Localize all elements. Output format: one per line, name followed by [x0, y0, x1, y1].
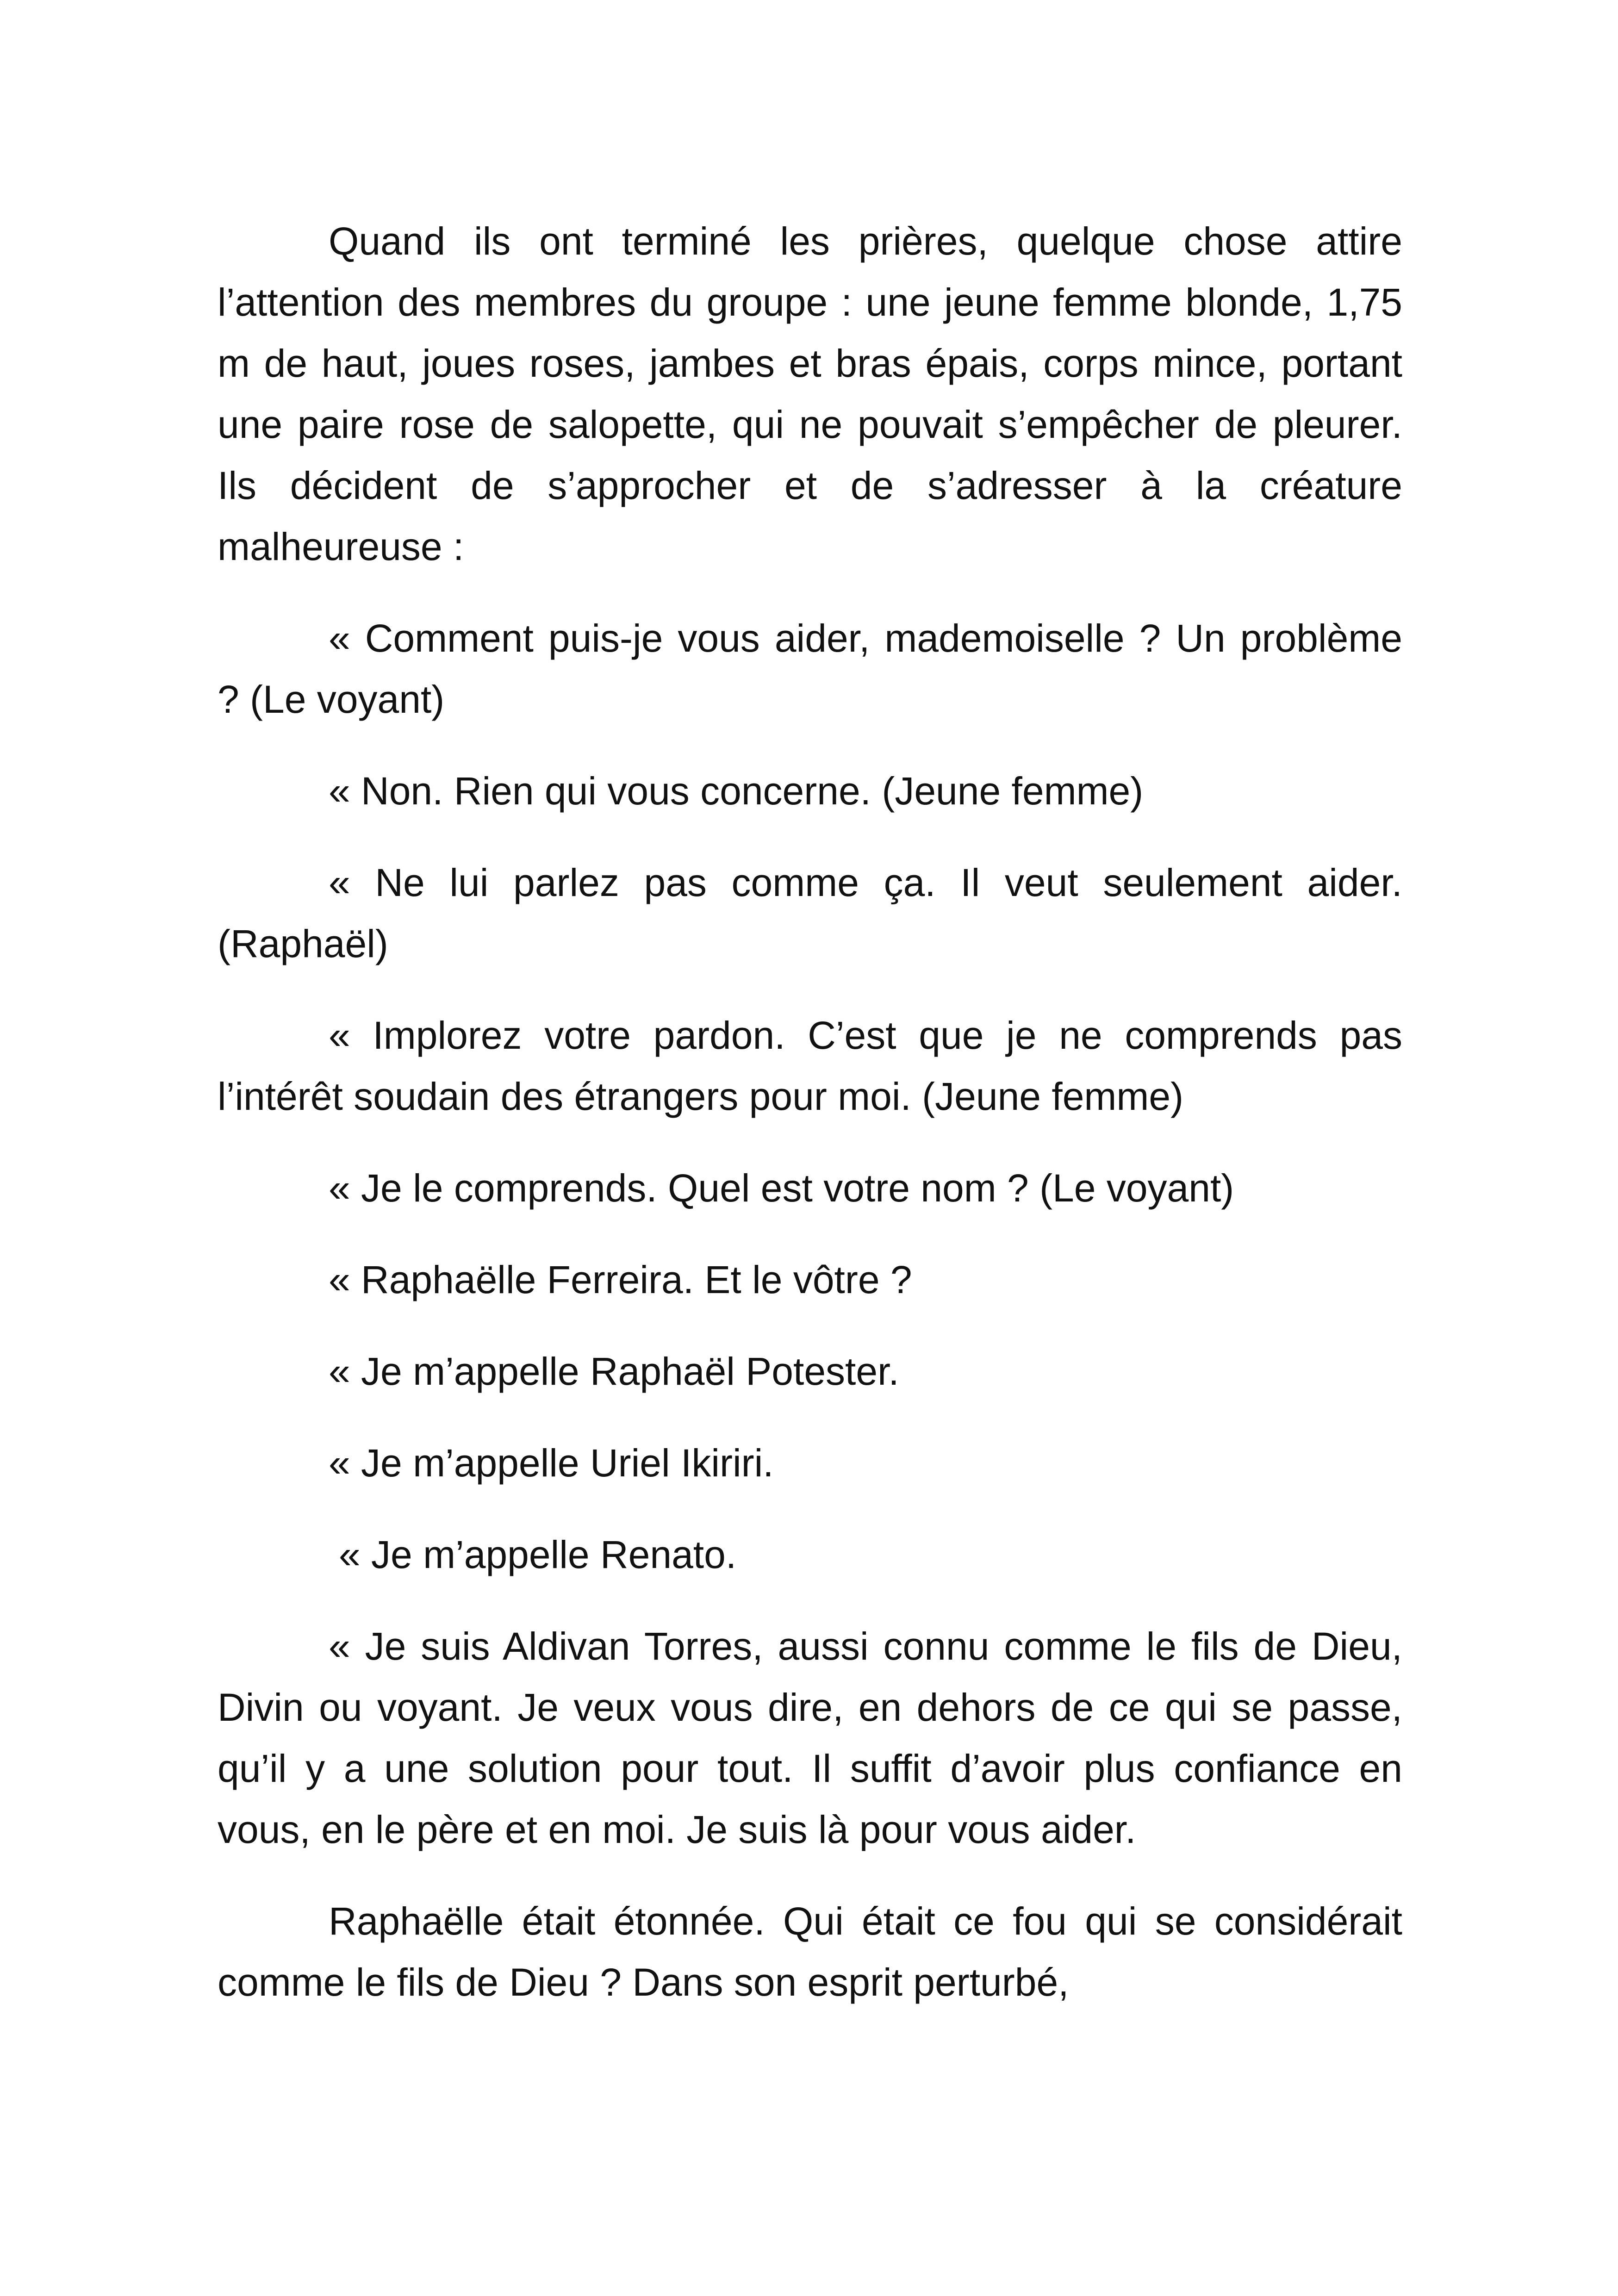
paragraph-dialogue-raphael: « Ne lui parlez pas comme ça. Il veut seulement aider. (Raphaël)	[218, 861, 1402, 965]
paragraph-dialogue-raphaelle: « Raphaëlle Ferreira. Et le vôtre ?	[329, 1258, 912, 1301]
paragraph-dialogue-young-woman-refusal: « Non. Rien qui vous concerne. (Jeune femme)	[329, 769, 1144, 813]
paragraph-dialogue-seer-name: « Je le comprends. Quel est votre nom ? (Le voyant)	[329, 1166, 1234, 1210]
body-text	[218, 211, 1402, 2013]
paragraph-dialogue-seer-offer: « Comment puis-je vous aider, mademoiselle ? Un problème ? (Le voyant)	[218, 616, 1402, 721]
paragraph-dialogue-aldivan: « Je suis Aldivan Torres, aussi connu comme le fils de Dieu, Divin ou voyant. Je veux vous dire, en dehors de ce qui se passe, qu’il y a une solution pour tout. Il suffit d’avoir plus confiance en vous, en le père et en moi. Je suis là pour vous aider.	[218, 1624, 1402, 1851]
paragraph-dialogue-raphael-name: « Je m’appelle Raphaël Potester.	[329, 1350, 899, 1393]
paragraph-dialogue-young-woman-pardon: « Implorez votre pardon. C’est que je ne comprends pas l’intérêt soudain des étrangers pour moi. (Jeune femme)	[218, 1014, 1402, 1118]
paragraph-dialogue-uriel-name: « Je m’appelle Uriel Ikiriri.	[329, 1441, 774, 1485]
paragraph-narration-prayers: Quand ils ont terminé les prières, quelque chose attire l’attention des membres du groupe : une jeune femme blonde, 1,75 m de haut, joues roses, jambes et bras épais, corps mince, portant une paire rose de salopette, qui ne pouvait s’empêcher de pleurer. Ils décident de s’approcher et de s’adresser à la créature malheureuse :	[218, 219, 1402, 568]
paragraph-dialogue-renato-name: « Je m’appelle Renato.	[339, 1533, 737, 1576]
paragraph-narration-raphaelle: Raphaëlle était étonnée. Qui était ce fou qui se considérait comme le fils de Dieu ? Dans son esprit perturbé,	[218, 1899, 1402, 2004]
